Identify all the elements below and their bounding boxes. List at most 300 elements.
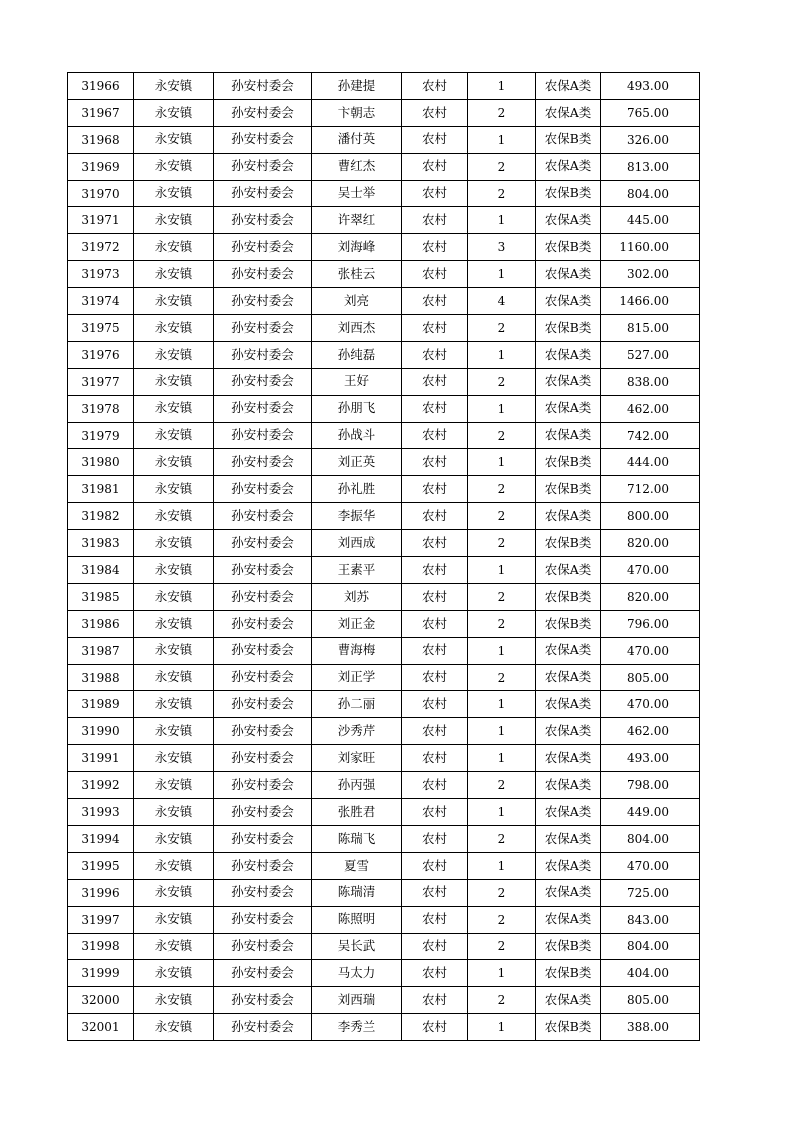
insurance-category-cell: 农保A类 — [536, 718, 601, 745]
household-count-cell: 2 — [468, 610, 536, 637]
record-id-cell: 31972 — [68, 234, 134, 261]
amount-cell: 820.00 — [601, 530, 700, 557]
area-type-cell: 农村 — [402, 557, 468, 584]
town-cell: 永安镇 — [134, 960, 214, 987]
household-count-cell: 1 — [468, 126, 536, 153]
household-count-cell: 2 — [468, 368, 536, 395]
household-count-cell: 2 — [468, 825, 536, 852]
amount-cell: 527.00 — [601, 341, 700, 368]
record-id-cell: 31969 — [68, 153, 134, 180]
person-name-cell: 孙礼胜 — [312, 476, 402, 503]
person-name-cell: 沙秀芹 — [312, 718, 402, 745]
town-cell: 永安镇 — [134, 449, 214, 476]
amount-cell: 449.00 — [601, 799, 700, 826]
household-count-cell: 1 — [468, 852, 536, 879]
person-name-cell: 刘苏 — [312, 583, 402, 610]
table-row — [68, 449, 700, 476]
area-type-cell: 农村 — [402, 879, 468, 906]
area-type-cell: 农村 — [402, 745, 468, 772]
village-committee-cell: 孙安村委会 — [214, 691, 312, 718]
area-type-cell: 农村 — [402, 234, 468, 261]
record-id-cell: 31992 — [68, 772, 134, 799]
insurance-category-cell: 农保A类 — [536, 799, 601, 826]
person-name-cell: 曹红杰 — [312, 153, 402, 180]
amount-cell: 805.00 — [601, 664, 700, 691]
person-name-cell: 张胜君 — [312, 799, 402, 826]
village-committee-cell: 孙安村委会 — [214, 368, 312, 395]
town-cell: 永安镇 — [134, 583, 214, 610]
insurance-category-cell: 农保B类 — [536, 933, 601, 960]
household-count-cell: 2 — [468, 772, 536, 799]
amount-cell: 493.00 — [601, 73, 700, 100]
village-committee-cell: 孙安村委会 — [214, 341, 312, 368]
area-type-cell: 农村 — [402, 180, 468, 207]
record-id-cell: 31984 — [68, 557, 134, 584]
village-committee-cell: 孙安村委会 — [214, 960, 312, 987]
insurance-category-cell: 农保A类 — [536, 637, 601, 664]
village-committee-cell: 孙安村委会 — [214, 530, 312, 557]
household-count-cell: 1 — [468, 691, 536, 718]
household-count-cell: 1 — [468, 207, 536, 234]
area-type-cell: 农村 — [402, 825, 468, 852]
person-name-cell: 孙建提 — [312, 73, 402, 100]
household-count-cell: 1 — [468, 745, 536, 772]
person-name-cell: 王素平 — [312, 557, 402, 584]
village-committee-cell: 孙安村委会 — [214, 261, 312, 288]
village-committee-cell: 孙安村委会 — [214, 933, 312, 960]
household-count-cell: 2 — [468, 879, 536, 906]
person-name-cell: 陈瑞清 — [312, 879, 402, 906]
amount-cell: 804.00 — [601, 933, 700, 960]
village-committee-cell: 孙安村委会 — [214, 449, 312, 476]
area-type-cell: 农村 — [402, 73, 468, 100]
table-row — [68, 368, 700, 395]
insurance-category-cell: 农保B类 — [536, 960, 601, 987]
record-id-cell: 31967 — [68, 99, 134, 126]
table-row — [68, 73, 700, 100]
area-type-cell: 农村 — [402, 610, 468, 637]
household-count-cell: 2 — [468, 476, 536, 503]
record-id-cell: 31988 — [68, 664, 134, 691]
amount-cell: 326.00 — [601, 126, 700, 153]
village-committee-cell: 孙安村委会 — [214, 73, 312, 100]
amount-cell: 444.00 — [601, 449, 700, 476]
village-committee-cell: 孙安村委会 — [214, 126, 312, 153]
town-cell: 永安镇 — [134, 99, 214, 126]
village-committee-cell: 孙安村委会 — [214, 207, 312, 234]
village-committee-cell: 孙安村委会 — [214, 234, 312, 261]
table-row — [68, 476, 700, 503]
household-count-cell: 1 — [468, 341, 536, 368]
person-name-cell: 刘海峰 — [312, 234, 402, 261]
household-count-cell: 1 — [468, 960, 536, 987]
insurance-category-cell: 农保A类 — [536, 207, 601, 234]
record-id-cell: 31991 — [68, 745, 134, 772]
area-type-cell: 农村 — [402, 288, 468, 315]
table-row — [68, 987, 700, 1014]
table-row — [68, 610, 700, 637]
table-row — [68, 315, 700, 342]
household-count-cell: 2 — [468, 664, 536, 691]
village-committee-cell: 孙安村委会 — [214, 180, 312, 207]
table-row — [68, 879, 700, 906]
table-row — [68, 825, 700, 852]
village-committee-cell: 孙安村委会 — [214, 99, 312, 126]
record-id-cell: 31989 — [68, 691, 134, 718]
record-id-cell: 31985 — [68, 583, 134, 610]
amount-cell: 805.00 — [601, 987, 700, 1014]
area-type-cell: 农村 — [402, 1014, 468, 1041]
area-type-cell: 农村 — [402, 933, 468, 960]
amount-cell: 1160.00 — [601, 234, 700, 261]
area-type-cell: 农村 — [402, 153, 468, 180]
insurance-category-cell: 农保A类 — [536, 395, 601, 422]
household-count-cell: 2 — [468, 180, 536, 207]
table-row — [68, 99, 700, 126]
insurance-category-cell: 农保A类 — [536, 745, 601, 772]
household-count-cell: 4 — [468, 288, 536, 315]
town-cell: 永安镇 — [134, 180, 214, 207]
person-name-cell: 刘亮 — [312, 288, 402, 315]
table-row — [68, 664, 700, 691]
insurance-category-cell: 农保A类 — [536, 153, 601, 180]
area-type-cell: 农村 — [402, 691, 468, 718]
household-count-cell: 2 — [468, 906, 536, 933]
area-type-cell: 农村 — [402, 772, 468, 799]
insurance-category-cell: 农保A类 — [536, 341, 601, 368]
area-type-cell: 农村 — [402, 422, 468, 449]
area-type-cell: 农村 — [402, 476, 468, 503]
village-committee-cell: 孙安村委会 — [214, 718, 312, 745]
insurance-category-cell: 农保B类 — [536, 180, 601, 207]
record-id-cell: 31981 — [68, 476, 134, 503]
amount-cell: 796.00 — [601, 610, 700, 637]
amount-cell: 493.00 — [601, 745, 700, 772]
town-cell: 永安镇 — [134, 557, 214, 584]
amount-cell: 725.00 — [601, 879, 700, 906]
amount-cell: 1466.00 — [601, 288, 700, 315]
town-cell: 永安镇 — [134, 610, 214, 637]
person-name-cell: 刘西杰 — [312, 315, 402, 342]
area-type-cell: 农村 — [402, 637, 468, 664]
town-cell: 永安镇 — [134, 664, 214, 691]
household-count-cell: 2 — [468, 422, 536, 449]
table-row — [68, 395, 700, 422]
record-id-cell: 31993 — [68, 799, 134, 826]
town-cell: 永安镇 — [134, 772, 214, 799]
village-committee-cell: 孙安村委会 — [214, 1014, 312, 1041]
area-type-cell: 农村 — [402, 395, 468, 422]
household-count-cell: 1 — [468, 395, 536, 422]
person-name-cell: 孙朋飞 — [312, 395, 402, 422]
town-cell: 永安镇 — [134, 799, 214, 826]
insurance-category-cell: 农保B类 — [536, 610, 601, 637]
record-id-cell: 31979 — [68, 422, 134, 449]
household-count-cell: 1 — [468, 799, 536, 826]
village-committee-cell: 孙安村委会 — [214, 288, 312, 315]
amount-cell: 470.00 — [601, 691, 700, 718]
person-name-cell: 陈照明 — [312, 906, 402, 933]
area-type-cell: 农村 — [402, 315, 468, 342]
area-type-cell: 农村 — [402, 341, 468, 368]
amount-cell: 765.00 — [601, 99, 700, 126]
record-id-cell: 31975 — [68, 315, 134, 342]
household-count-cell: 1 — [468, 1014, 536, 1041]
village-committee-cell: 孙安村委会 — [214, 476, 312, 503]
person-name-cell: 李秀兰 — [312, 1014, 402, 1041]
table-row — [68, 126, 700, 153]
table-row — [68, 906, 700, 933]
insurance-category-cell: 农保B类 — [536, 583, 601, 610]
person-name-cell: 吴士举 — [312, 180, 402, 207]
town-cell: 永安镇 — [134, 906, 214, 933]
record-id-cell: 31995 — [68, 852, 134, 879]
town-cell: 永安镇 — [134, 315, 214, 342]
person-name-cell: 刘家旺 — [312, 745, 402, 772]
record-id-cell: 31987 — [68, 637, 134, 664]
amount-cell: 804.00 — [601, 825, 700, 852]
area-type-cell: 农村 — [402, 987, 468, 1014]
insurance-category-cell: 农保A类 — [536, 691, 601, 718]
area-type-cell: 农村 — [402, 368, 468, 395]
town-cell: 永安镇 — [134, 718, 214, 745]
table-row — [68, 852, 700, 879]
area-type-cell: 农村 — [402, 906, 468, 933]
area-type-cell: 农村 — [402, 449, 468, 476]
table-row — [68, 261, 700, 288]
person-name-cell: 曹海梅 — [312, 637, 402, 664]
record-id-cell: 31999 — [68, 960, 134, 987]
insurance-category-cell: 农保A类 — [536, 772, 601, 799]
person-name-cell: 孙二丽 — [312, 691, 402, 718]
insurance-category-cell: 农保A类 — [536, 852, 601, 879]
village-committee-cell: 孙安村委会 — [214, 583, 312, 610]
area-type-cell: 农村 — [402, 261, 468, 288]
insurance-category-cell: 农保B类 — [536, 449, 601, 476]
record-id-cell: 31996 — [68, 879, 134, 906]
village-committee-cell: 孙安村委会 — [214, 153, 312, 180]
table-row — [68, 799, 700, 826]
person-name-cell: 卞朝志 — [312, 99, 402, 126]
table-row — [68, 422, 700, 449]
insurance-category-cell: 农保A类 — [536, 422, 601, 449]
record-id-cell: 32001 — [68, 1014, 134, 1041]
town-cell: 永安镇 — [134, 395, 214, 422]
town-cell: 永安镇 — [134, 745, 214, 772]
town-cell: 永安镇 — [134, 637, 214, 664]
town-cell: 永安镇 — [134, 207, 214, 234]
area-type-cell: 农村 — [402, 852, 468, 879]
village-committee-cell: 孙安村委会 — [214, 610, 312, 637]
table-row — [68, 557, 700, 584]
town-cell: 永安镇 — [134, 368, 214, 395]
person-name-cell: 李振华 — [312, 503, 402, 530]
insurance-category-cell: 农保A类 — [536, 368, 601, 395]
area-type-cell: 农村 — [402, 530, 468, 557]
record-id-cell: 31971 — [68, 207, 134, 234]
area-type-cell: 农村 — [402, 126, 468, 153]
table-row — [68, 153, 700, 180]
record-id-cell: 31983 — [68, 530, 134, 557]
area-type-cell: 农村 — [402, 664, 468, 691]
person-name-cell: 马太力 — [312, 960, 402, 987]
household-count-cell: 1 — [468, 449, 536, 476]
town-cell: 永安镇 — [134, 503, 214, 530]
record-id-cell: 31990 — [68, 718, 134, 745]
household-count-cell: 2 — [468, 933, 536, 960]
table-row — [68, 1014, 700, 1041]
person-name-cell: 刘西瑞 — [312, 987, 402, 1014]
town-cell: 永安镇 — [134, 341, 214, 368]
village-committee-cell: 孙安村委会 — [214, 772, 312, 799]
area-type-cell: 农村 — [402, 583, 468, 610]
household-count-cell: 3 — [468, 234, 536, 261]
insurance-category-cell: 农保B类 — [536, 1014, 601, 1041]
household-count-cell: 2 — [468, 987, 536, 1014]
table-row — [68, 503, 700, 530]
record-id-cell: 31973 — [68, 261, 134, 288]
table-row — [68, 234, 700, 261]
record-id-cell: 31997 — [68, 906, 134, 933]
household-count-cell: 1 — [468, 261, 536, 288]
record-id-cell: 31994 — [68, 825, 134, 852]
insurance-category-cell: 农保A类 — [536, 557, 601, 584]
record-id-cell: 31970 — [68, 180, 134, 207]
town-cell: 永安镇 — [134, 1014, 214, 1041]
amount-cell: 712.00 — [601, 476, 700, 503]
insurance-category-cell: 农保B类 — [536, 476, 601, 503]
record-id-cell: 31977 — [68, 368, 134, 395]
amount-cell: 462.00 — [601, 395, 700, 422]
record-id-cell: 31982 — [68, 503, 134, 530]
insurance-category-cell: 农保A类 — [536, 261, 601, 288]
village-committee-cell: 孙安村委会 — [214, 879, 312, 906]
amount-cell: 445.00 — [601, 207, 700, 234]
village-committee-cell: 孙安村委会 — [214, 987, 312, 1014]
amount-cell: 388.00 — [601, 1014, 700, 1041]
record-id-cell: 31980 — [68, 449, 134, 476]
table-row — [68, 288, 700, 315]
person-name-cell: 陈瑞飞 — [312, 825, 402, 852]
person-name-cell: 孙纯磊 — [312, 341, 402, 368]
household-count-cell: 2 — [468, 315, 536, 342]
person-name-cell: 王好 — [312, 368, 402, 395]
amount-cell: 470.00 — [601, 852, 700, 879]
town-cell: 永安镇 — [134, 288, 214, 315]
village-committee-cell: 孙安村委会 — [214, 395, 312, 422]
insurance-category-cell: 农保A类 — [536, 987, 601, 1014]
amount-cell: 800.00 — [601, 503, 700, 530]
table-row — [68, 718, 700, 745]
amount-cell: 462.00 — [601, 718, 700, 745]
beneficiary-table — [67, 72, 700, 1041]
insurance-category-cell: 农保A类 — [536, 73, 601, 100]
town-cell: 永安镇 — [134, 852, 214, 879]
amount-cell: 815.00 — [601, 315, 700, 342]
table-row — [68, 691, 700, 718]
insurance-category-cell: 农保B类 — [536, 126, 601, 153]
amount-cell: 798.00 — [601, 772, 700, 799]
table-row — [68, 933, 700, 960]
amount-cell: 804.00 — [601, 180, 700, 207]
record-id-cell: 31976 — [68, 341, 134, 368]
amount-cell: 470.00 — [601, 557, 700, 584]
insurance-category-cell: 农保A类 — [536, 825, 601, 852]
town-cell: 永安镇 — [134, 153, 214, 180]
person-name-cell: 孙丙强 — [312, 772, 402, 799]
insurance-category-cell: 农保A类 — [536, 879, 601, 906]
village-committee-cell: 孙安村委会 — [214, 422, 312, 449]
village-committee-cell: 孙安村委会 — [214, 745, 312, 772]
table-row — [68, 583, 700, 610]
household-count-cell: 2 — [468, 153, 536, 180]
record-id-cell: 31978 — [68, 395, 134, 422]
amount-cell: 302.00 — [601, 261, 700, 288]
area-type-cell: 农村 — [402, 799, 468, 826]
person-name-cell: 刘正金 — [312, 610, 402, 637]
person-name-cell: 刘正学 — [312, 664, 402, 691]
person-name-cell: 许翠红 — [312, 207, 402, 234]
town-cell: 永安镇 — [134, 422, 214, 449]
table-row — [68, 530, 700, 557]
table-row — [68, 745, 700, 772]
town-cell: 永安镇 — [134, 933, 214, 960]
person-name-cell: 张桂云 — [312, 261, 402, 288]
person-name-cell: 刘西成 — [312, 530, 402, 557]
area-type-cell: 农村 — [402, 718, 468, 745]
insurance-category-cell: 农保A类 — [536, 288, 601, 315]
village-committee-cell: 孙安村委会 — [214, 557, 312, 584]
village-committee-cell: 孙安村委会 — [214, 664, 312, 691]
town-cell: 永安镇 — [134, 126, 214, 153]
insurance-category-cell: 农保B类 — [536, 530, 601, 557]
insurance-category-cell: 农保A类 — [536, 664, 601, 691]
person-name-cell: 潘付英 — [312, 126, 402, 153]
insurance-category-cell: 农保B类 — [536, 315, 601, 342]
table-row — [68, 207, 700, 234]
amount-cell: 813.00 — [601, 153, 700, 180]
record-id-cell: 32000 — [68, 987, 134, 1014]
table-row — [68, 960, 700, 987]
village-committee-cell: 孙安村委会 — [214, 852, 312, 879]
household-count-cell: 2 — [468, 583, 536, 610]
table-row — [68, 772, 700, 799]
town-cell: 永安镇 — [134, 879, 214, 906]
household-count-cell: 2 — [468, 503, 536, 530]
household-count-cell: 1 — [468, 718, 536, 745]
village-committee-cell: 孙安村委会 — [214, 637, 312, 664]
person-name-cell: 吴长武 — [312, 933, 402, 960]
person-name-cell: 刘正英 — [312, 449, 402, 476]
table-body — [68, 73, 700, 1041]
record-id-cell: 31974 — [68, 288, 134, 315]
amount-cell: 742.00 — [601, 422, 700, 449]
village-committee-cell: 孙安村委会 — [214, 799, 312, 826]
household-count-cell: 1 — [468, 637, 536, 664]
person-name-cell: 孙战斗 — [312, 422, 402, 449]
town-cell: 永安镇 — [134, 530, 214, 557]
town-cell: 永安镇 — [134, 261, 214, 288]
record-id-cell: 31968 — [68, 126, 134, 153]
insurance-category-cell: 农保A类 — [536, 503, 601, 530]
area-type-cell: 农村 — [402, 503, 468, 530]
insurance-category-cell: 农保B类 — [536, 234, 601, 261]
town-cell: 永安镇 — [134, 73, 214, 100]
person-name-cell: 夏雪 — [312, 852, 402, 879]
town-cell: 永安镇 — [134, 476, 214, 503]
insurance-category-cell: 农保A类 — [536, 906, 601, 933]
amount-cell: 843.00 — [601, 906, 700, 933]
